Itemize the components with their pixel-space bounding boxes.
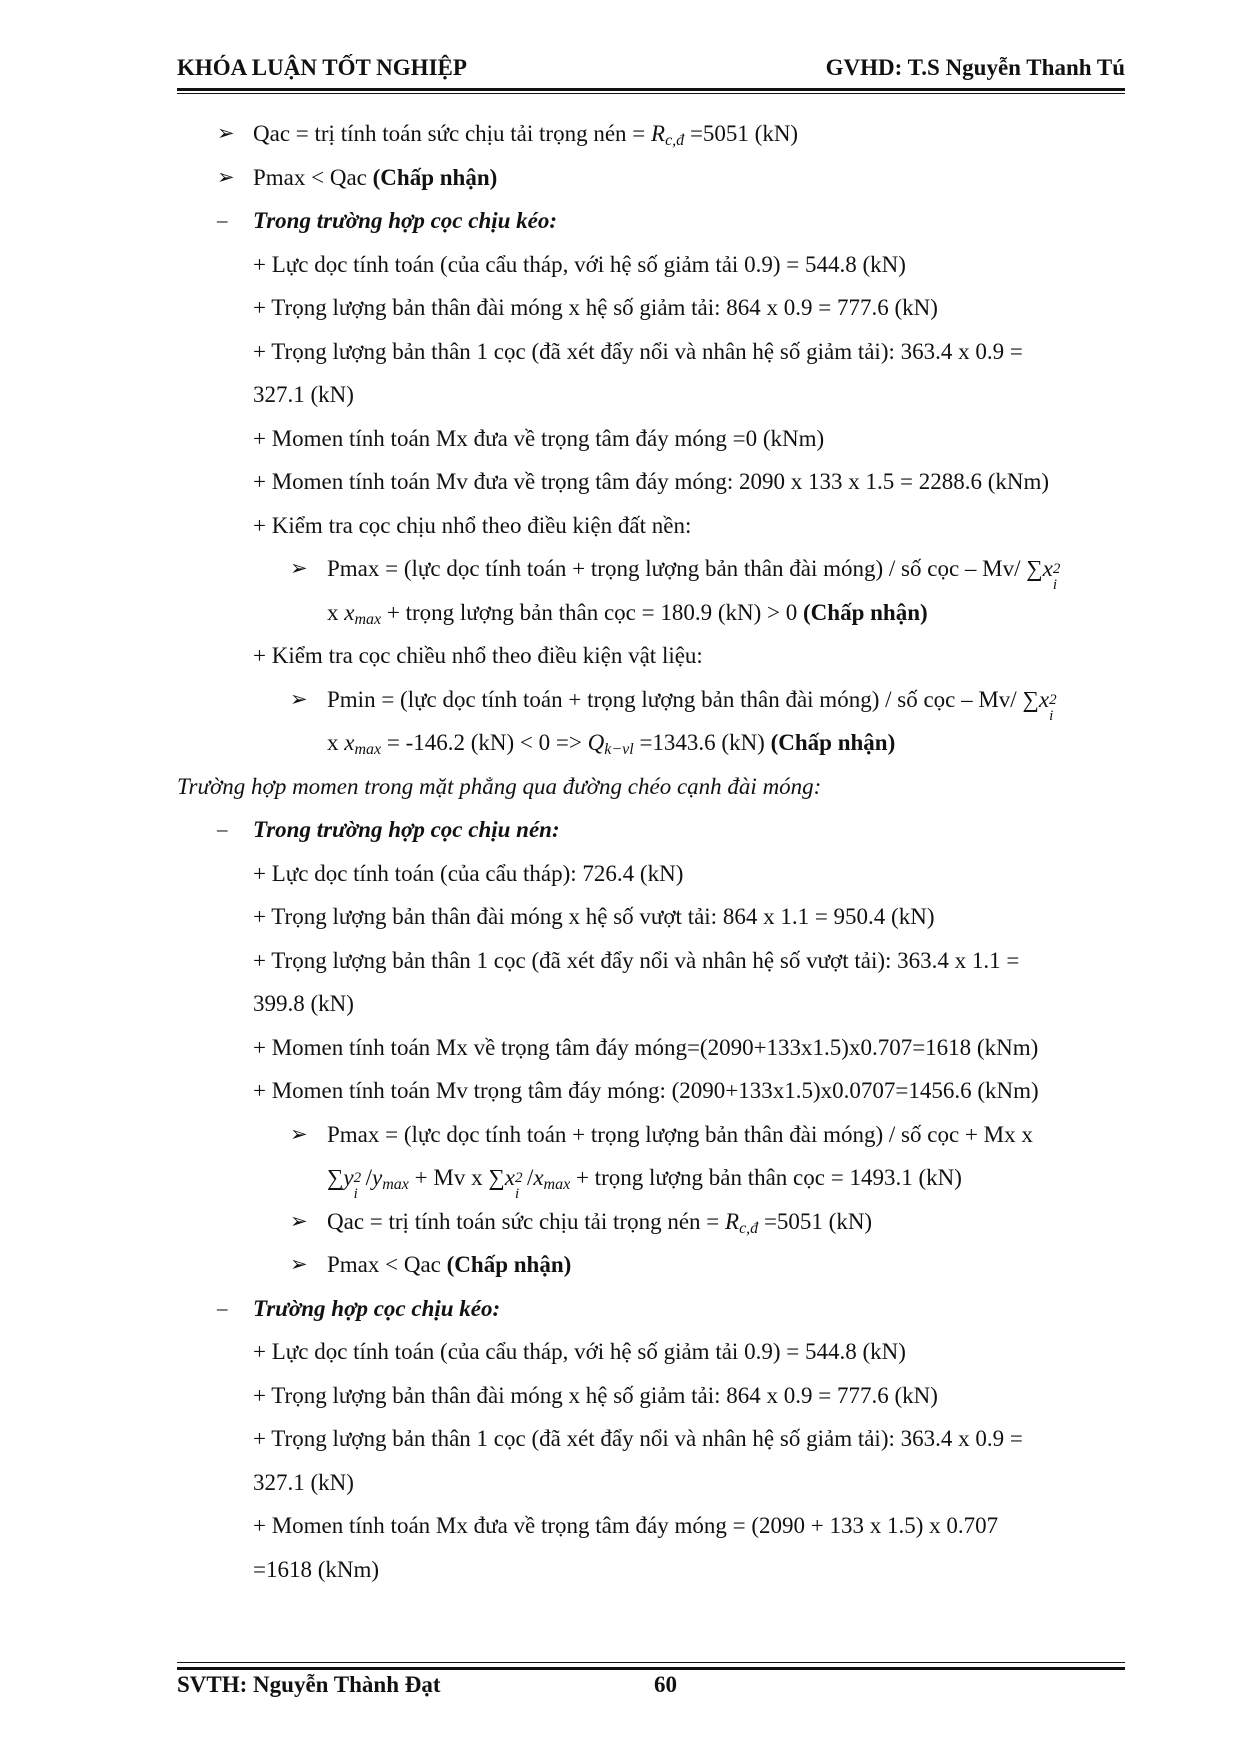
bullet-line: ➢ Qac = trị tính toán sức chịu tải trọng nén = $R_{c,đ} =5051$ (kN) <box>177 118 1125 162</box>
text-line: + Trọng lượng bản thân 1 cọc (đã xét đẩy nổi và nhân hệ số giảm tải): 363.4 x 0.9 = <box>253 1426 1023 1451</box>
arrow-bullet-icon: ➢ <box>290 1121 308 1146</box>
text-line: + Momen tính toán Mx đưa về trọng tâm đáy móng = (2090 + 133 x 1.5) x 0.707 <box>253 1513 999 1538</box>
section-heading: – Trong trường hợp cọc chịu nén: <box>177 814 1125 858</box>
arrow-bullet-icon: ➢ <box>290 1252 308 1276</box>
page-number: 60 <box>654 1672 677 1697</box>
bullet-line: ➢ Pmax < Qac (Chấp nhận) <box>177 162 1125 206</box>
footer-rule-thin <box>177 1662 1125 1663</box>
footer-student: SVTH: Nguyễn Thành Đạt <box>177 1672 441 1697</box>
text-line: + Momen tính toán Mx về trọng tâm đáy móng=(2090+133x1.5)x0.707=1618 (kNm) <box>253 1034 1039 1060</box>
text-line: + Trọng lượng bản thân đài móng x hệ số vượt tải: 864 x 1.1 = 950.4 (kN) <box>253 904 935 929</box>
text-line: + Trọng lượng bản thân 1 cọc (đã xét đẩy nổi và nhân hệ số vượt tải): 363.4 x 1.1 = <box>253 947 1020 973</box>
text-line: x $x_{max} = -146.2$ $(kN) < 0 => Q_{k-vl} =1343.6$ (kN) (Chấp nhận) <box>327 730 896 758</box>
header-advisor: GVHD: T.S Nguyễn Thanh Tú <box>825 55 1125 80</box>
dash-bullet-icon: – <box>217 817 228 841</box>
arrow-bullet-icon: ➢ <box>290 556 308 580</box>
text-line: 327.1 (kN) <box>253 382 354 407</box>
text-line: + Trọng lượng bản thân đài móng x hệ số giảm tải: 864 x 0.9 = 777.6 (kN) <box>253 295 938 320</box>
header-title: KHÓA LUẬN TỐT NGHIỆP <box>177 55 467 80</box>
footer-rule <box>177 1667 1125 1670</box>
bullet-line: ➢ Pmax < Qac (Chấp nhận) <box>177 1249 1125 1293</box>
text-line: + Lực dọc tính toán (của cẩu tháp, với hệ số giảm tải 0.9) = 544.8 (kN) <box>253 1339 906 1364</box>
text-line: + Lực dọc tính toán (của cẩu tháp): 726.4 (kN) <box>253 860 684 886</box>
text-line: + Kiểm tra cọc chiều nhổ theo điều kiện vật liệu: <box>253 643 703 668</box>
dash-bullet-icon: – <box>217 208 228 232</box>
text-line: 327.1 (kN) <box>253 1469 354 1495</box>
text-line: + Momen tính toán Mv đưa về trọng tâm đáy móng: 2090 x 133 x 1.5 = 2288.6 (kNm) <box>253 469 1050 494</box>
text-line: =1618 (kNm) <box>253 1556 380 1582</box>
text-line: ∑y 2 i $/y_{max} + Mv$ x ∑x 2 i $/x_{max}$ + trọng lượng bản thân cọc = 1493.1 (kN) <box>327 1165 962 1202</box>
text-line: 399.8 (kN) <box>253 991 354 1016</box>
dash-bullet-icon: – <box>217 1295 228 1320</box>
arrow-bullet-icon: ➢ <box>290 686 308 711</box>
document-body <box>177 118 1125 1597</box>
text-line: x $x_{max}$ + trọng lượng bản thân cọc = 180.9 (kN) > 0 (Chấp nhận) <box>327 599 928 628</box>
text-line: + Trọng lượng bản thân đài móng x hệ số giảm tải: 864 x 0.9 = 777.6 (kN) <box>253 1382 938 1408</box>
text-line: + Momen tính toán Mv trọng tâm đáy móng: (2090+133x1.5)x0.0707=1456.6 (kNm) <box>253 1078 1039 1103</box>
section-heading: – Trong trường hợp cọc chịu kéo: <box>177 205 1125 249</box>
text-line: + Momen tính toán Mx đưa về trọng tâm đáy móng =0 (kNm) <box>253 425 825 451</box>
header-rule-thin <box>177 93 1125 94</box>
text-line: + Kiểm tra cọc chịu nhổ theo điều kiện đất nền: <box>253 512 692 538</box>
header-rule <box>177 88 1125 91</box>
text-line: + Trọng lượng bản thân 1 cọc (đã xét đẩy nổi và nhân hệ số giảm tải): 363.4 x 0.9 = <box>253 338 1023 364</box>
bullet-line: ➢ Pmax = (lực dọc tính toán + trọng lượng bản thân đài móng) / số cọc – Mv/ ∑x 2 i <box>177 553 1125 597</box>
bullet-line: ➢ Qac = trị tính toán sức chịu tải trọng nén = $R_{c,đ} =5051$ (kN) <box>177 1206 1125 1250</box>
arrow-bullet-icon: ➢ <box>217 164 235 189</box>
bullet-line: ➢ Pmax = (lực dọc tính toán + trọng lượng bản thân đài móng) / số cọc + Mx x <box>177 1119 1125 1163</box>
arrow-bullet-icon: ➢ <box>290 1208 308 1233</box>
arrow-bullet-icon: ➢ <box>217 121 235 145</box>
section-heading: – Trường hợp cọc chịu kéo: <box>177 1293 1125 1337</box>
case-heading: Trường hợp momen trong mặt phẳng qua đường chéo cạnh đài móng: <box>177 773 822 799</box>
bullet-line: ➢ Pmin = (lực dọc tính toán + trọng lượng bản thân đài móng) / số cọc – Mv/ ∑x 2 i <box>177 684 1125 728</box>
text-line: + Lực dọc tính toán (của cẩu tháp, với hệ số giảm tải 0.9) = 544.8 (kN) <box>253 251 906 277</box>
